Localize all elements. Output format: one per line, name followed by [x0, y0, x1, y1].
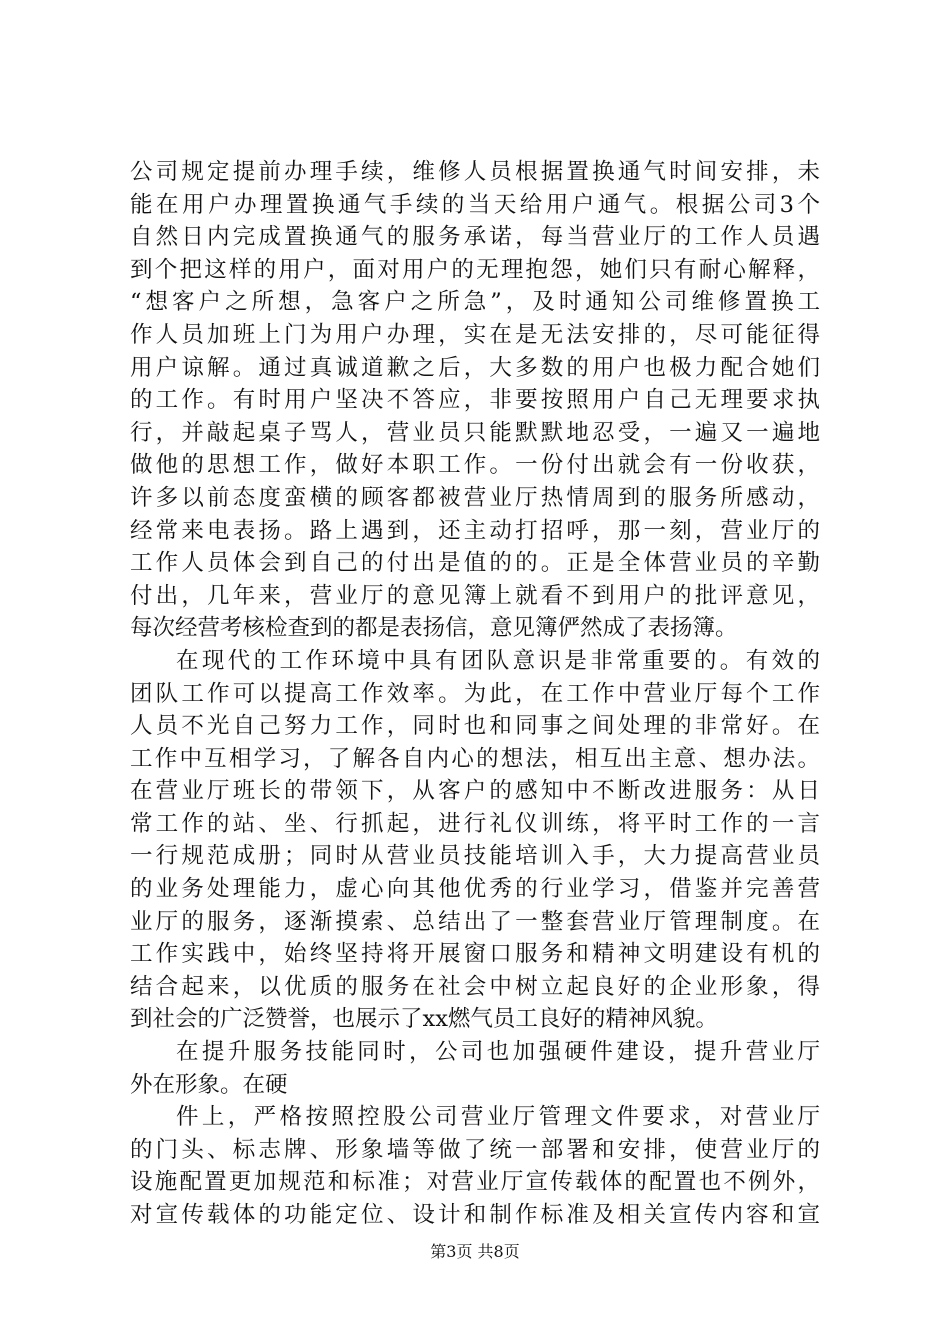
text-line: 业厅的服务，逐渐摸索、总结出了一整套营业厅管理制度。在	[130, 908, 820, 935]
text-line: 经常来电表扬。路上遇到，还主动打招呼，那一刻，营业厅的	[130, 517, 820, 544]
text-line: 每次经营考核检查到的都是表扬信，意见簿俨然成了表扬簿。	[130, 615, 738, 642]
text-line: 到社会的广泛赞誉，也展示了xx燃气员工良好的精神风貌。	[130, 1006, 718, 1033]
text-line: 团队工作可以提高工作效率。为此，在工作中营业厅每个工作	[130, 680, 820, 707]
text-line: 外在形象。在硬	[130, 1071, 288, 1098]
document-body	[130, 156, 820, 1232]
text-line: 件上，严格按照控股公司营业厅管理文件要求，对营业厅	[176, 1104, 820, 1131]
text-line: 行，并敲起桌子骂人，营业员只能默默地忍受，一遍又一遍地	[130, 419, 820, 446]
text-line: 许多以前态度蛮横的顾客都被营业厅热情周到的服务所感动，	[130, 484, 820, 511]
text-line: 用户谅解。通过真诚道歉之后，大多数的用户也极力配合她们	[130, 354, 820, 381]
text-line: 工作人员体会到自己的付出是值的的。正是全体营业员的辛勤	[130, 550, 820, 577]
text-line: 工作中互相学习，了解各自内心的想法，相互出主意、想办法。	[130, 745, 820, 772]
text-line: “想客户之所想，急客户之所急”，及时通知公司维修置换工	[130, 289, 820, 316]
text-line: 结合起来，以优质的服务在社会中树立起良好的企业形象，得	[130, 973, 820, 1000]
text-line: 公司规定提前办理手续，维修人员根据置换通气时间安排，未	[130, 159, 820, 185]
text-line: 常工作的站、坐、行抓起，进行礼仪训练，将平时工作的一言	[130, 810, 820, 837]
text-line: 在营业厅班长的带领下，从客户的感知中不断改进服务：从日	[130, 778, 820, 805]
text-line: 付出，几年来，营业厅的意见簿上就看不到用户的批评意见，	[130, 582, 820, 609]
text-line: 设施配置更加规范和标准；对营业厅宣传载体的配置也不例外，	[130, 1169, 820, 1196]
text-line: 在现代的工作环境中具有团队意识是非常重要的。有效的	[176, 647, 820, 674]
text-line: 作人员加班上门为用户办理，实在是无法安排的，尽可能征得	[130, 321, 820, 348]
text-line: 的门头、标志牌、形象墙等做了统一部署和安排，使营业厅的	[130, 1136, 820, 1163]
text-line: 的工作。有时用户坚决不答应，非要按照用户自己无理要求执	[130, 387, 820, 414]
text-line: 到个把这样的用户，面对用户的无理抱怨，她们只有耐心解释，	[130, 256, 820, 283]
text-line: 的业务处理能力，虚心向其他优秀的行业学习，借鉴并完善营	[130, 876, 820, 903]
text-line: 人员不光自己努力工作，同时也和同事之间处理的非常好。在	[130, 713, 820, 740]
text-line: 做他的思想工作，做好本职工作。一份付出就会有一份收获，	[130, 452, 820, 479]
text-line: 自然日内完成置换通气的服务承诺，每当营业厅的工作人员遇	[130, 224, 820, 251]
text-line: 能在用户办理置换通气手续的当天给用户通气。根据公司3个	[130, 191, 820, 218]
text-line: 在提升服务技能同时，公司也加强硬件建设，提升营业厅	[176, 1039, 820, 1066]
text-line: 工作实践中，始终坚持将开展窗口服务和精神文明建设有机的	[130, 941, 820, 968]
text-line: 对宣传载体的功能定位、设计和制作标准及相关宣传内容和宣	[130, 1202, 820, 1228]
text-line: 一行规范成册；同时从营业员技能培训入手，大力提高营业员	[130, 843, 820, 870]
page-number-footer: 第3页 共8页	[430, 1242, 520, 1261]
